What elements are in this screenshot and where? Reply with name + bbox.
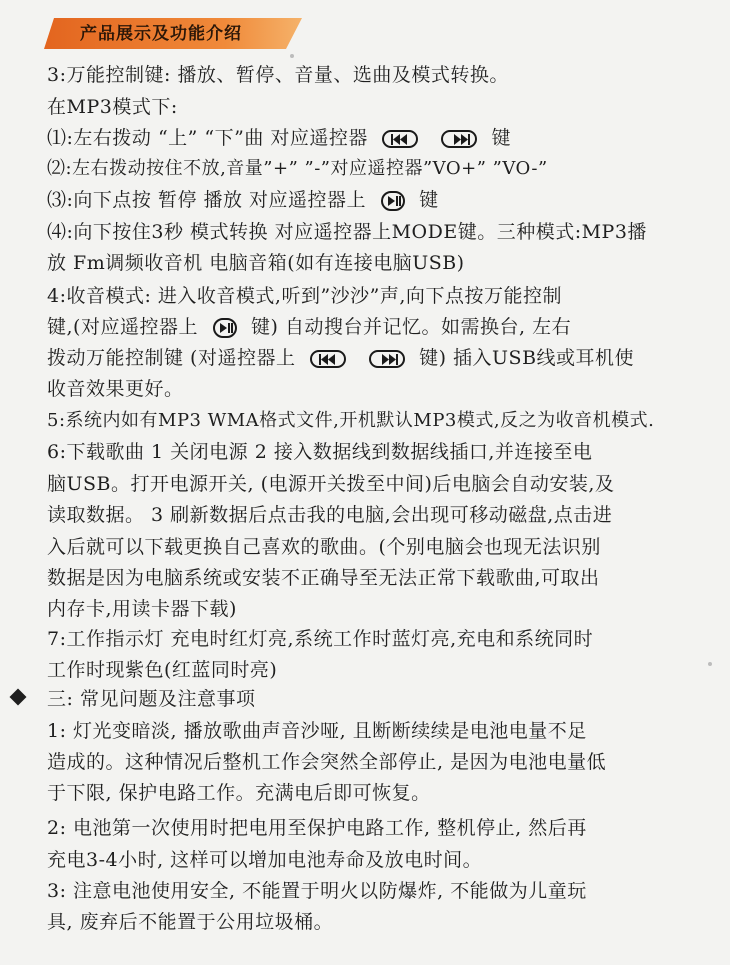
line-text: 拨动万能控制键 (对遥控器上 [47, 347, 296, 369]
section-heading: 三: 常见问题及注意事项 [47, 688, 256, 710]
text-line: 内存卡,用读卡器下载) [47, 598, 237, 620]
play-pause-icon [213, 318, 237, 338]
next-track-icon [369, 350, 405, 368]
text-line: 充电3-4小时, 这样可以增加电池寿命及放电时间。 [47, 849, 483, 871]
text-line: 5:系统内如有MP3 WMA格式文件,开机默认MP3模式,反之为收音机模式. [47, 410, 655, 431]
text-line: 7:工作指示灯 充电时红灯亮,系统工作时蓝灯亮,充电和系统同时 [47, 628, 594, 650]
text-line [47, 343, 634, 373]
line-text: 键) 自动搜台并记忆。如需换台, 左右 [251, 316, 572, 338]
text-line: 收音效果更好。 [47, 378, 184, 400]
text-line: 入后就可以下载更换自己喜欢的歌曲。(个别电脑会也现无法识别 [47, 536, 601, 558]
line-text: 键 [491, 127, 512, 149]
text-line: 3: 注意电池使用安全, 不能置于明火以防爆炸, 不能做为儿童玩 [47, 880, 587, 902]
text-line: ⑷:向下按住3秒 模式转换 对应遥控器上MODE键。三种模式:MP3播 [47, 221, 647, 243]
text-line: 6:下载歌曲 1 关闭电源 2 接入数据线到数据线插口,并连接至电 [47, 441, 593, 463]
text-line: 2: 电池第一次使用时把电用至保护电路工作, 整机停止, 然后再 [47, 817, 587, 839]
text-line: 放 Fm调频收音机 电脑音箱(如有连接电脑USB) [47, 252, 465, 274]
play-pause-icon [381, 191, 405, 211]
text-line: 3:万能控制键: 播放、暂停、音量、选曲及模式转换。 [47, 64, 509, 86]
text-line [47, 312, 571, 342]
text-line: ⑵:左右拨动按住不放,音量”+” ”-”对应遥控器”VO+” ”VO-” [47, 158, 548, 179]
line-text: ⑶:向下点按 暂停 播放 对应遥控器上 [47, 189, 367, 211]
text-line: 于下限, 保护电路工作。充满电后即可恢复。 [47, 782, 431, 804]
line-text: 键) 插入USB线或耳机使 [419, 347, 635, 369]
line-text: ⑴:左右拨动 “上” “下”曲 对应遥控器 [47, 127, 368, 149]
line-text: 键,(对应遥控器上 [47, 316, 198, 338]
page-title: 产品展示及功能介绍 [80, 24, 242, 44]
text-line: 在MP3模式下: [47, 96, 178, 118]
text-line: 1: 灯光变暗淡, 播放歌曲声音沙哑, 且断断续续是电池电量不足 [47, 720, 587, 742]
line-text: 键 [419, 189, 439, 211]
text-line [47, 185, 439, 215]
prev-track-icon [382, 130, 418, 148]
prev-track-icon [310, 350, 346, 368]
text-line: 4:收音模式: 进入收音模式,听到”沙沙”声,向下点按万能控制 [47, 285, 562, 307]
text-line: 造成的。这种情况后整机工作会突然全部停止, 是因为电池电量低 [47, 751, 607, 773]
text-line: 工作时现紫色(红蓝同时亮) [47, 659, 278, 681]
next-track-icon [441, 130, 477, 148]
text-line: 脑USB。打开电源开关, (电源开关拨至中间)后电脑会自动安装,及 [47, 473, 615, 495]
text-line: 数据是因为电脑系统或安装不正确导至无法正常下载歌曲,可取出 [47, 567, 600, 589]
text-line: 具, 废弃后不能置于公用垃圾桶。 [47, 911, 334, 933]
text-line: 读取数据。 3 刷新数据后点击我的电脑,会出现可移动磁盘,点击进 [47, 504, 613, 526]
text-line [47, 123, 511, 153]
